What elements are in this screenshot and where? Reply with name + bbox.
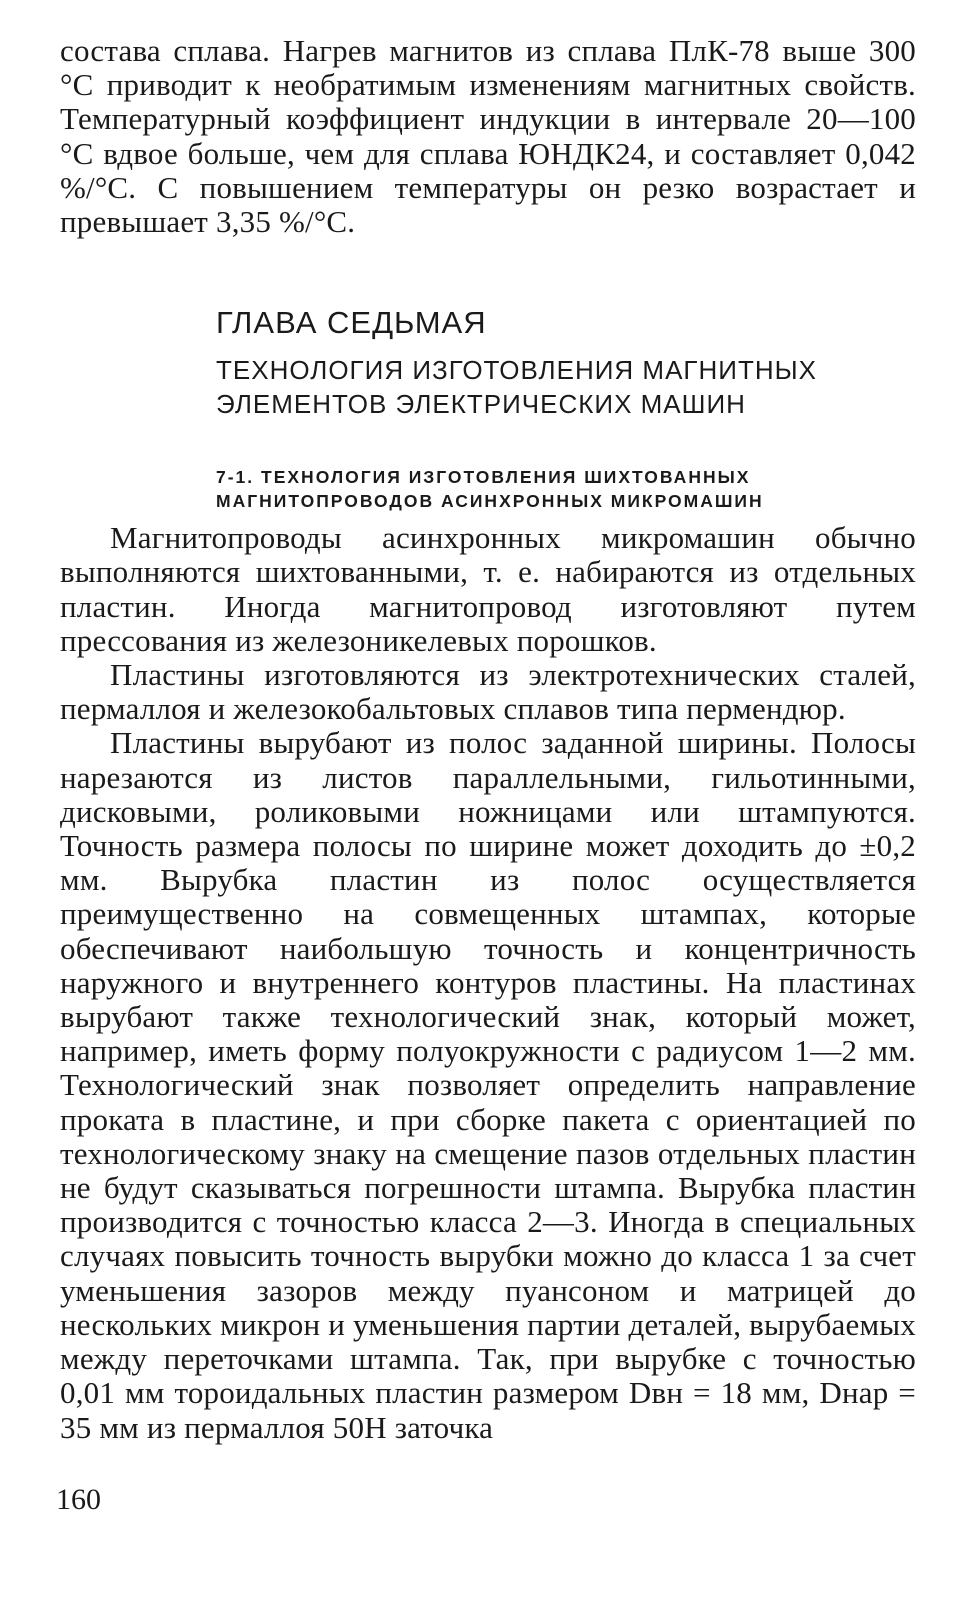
section-heading (216, 465, 916, 513)
body-paragraph-3: Пластины вырубают из полос заданной ширины. Полосы нарезаются из листов параллельными, гильотинными, дисковыми, роликовыми ножницами или штампуются. Точность размера полосы по ширине может доходить до ±0,2 мм. Вырубка пластин из полос осуществляется преимущественно на совмещенных штампах, которые обеспечивают наибольшую точность и концентричность наружного и внутреннего контуров пластины. На пластинах вырубают также технологический знак, который может, например, иметь форму полуокружности с радиусом 1—2 мм. Технологический знак позволяет определить направление проката в пластине, и при сборке пакета с ориентацией по технологическому знаку на смещение пазов отдельных пластин не будут сказываться погрешности штампа. Вырубка пластин производится с точностью класса 2—3. Иногда в специальных случаях повысить точность вырубки можно до класса 1 за счет уменьшения зазоров между пуансоном и матрицей до нескольких микрон и уменьшения партии деталей, вырубаемых между переточками штампа. Так, при вырубке с точностью 0,01 мм тороидальных пластин размером Dвн = 18 мм, Dнар = 35 мм из пермаллоя 50Н заточка (60, 725, 916, 1445)
document-page (60, 34, 916, 1445)
body-paragraph-2: Пластины изготовляются из электротехнических сталей, пермаллоя и железокобальтовых сплавов типа пермендюр. (60, 657, 916, 727)
chapter-title-line-1: ТЕХНОЛОГИЯ ИЗГОТОВЛЕНИЯ МАГНИТНЫХ (216, 355, 817, 386)
chapter-title (216, 353, 916, 421)
chapter-label: ГЛАВА СЕДЬМАЯ (216, 305, 487, 341)
section-heading-line-2: МАГНИТОПРОВОДОВ АСИНХРОННЫХ МИКРОМАШИН (216, 491, 764, 512)
top-paragraph: состава сплава. Нагрев магнитов из сплава ПлК-78 выше 300 °С приводит к необратимым изменениям магнитных свойств. Температурный коэффициент индукции в интервале 20—100 °С вдвое больше, чем для сплава ЮНДК24, и составляет 0,042 %/°С. С повышением температуры он резко возрастает и превышает 3,35 %/°С. (60, 33, 916, 240)
page-number: 160 (56, 1483, 101, 1516)
chapter-header (216, 305, 916, 421)
body-paragraph-1: Магнитопроводы асинхронных микромашин обычно выполняются шихтованными, т. е. набираются из отдельных пластин. Иногда магнитопровод изготовляют путем прессования из железоникелевых порошков. (60, 520, 916, 658)
section-body (60, 521, 916, 1444)
chapter-title-line-2: ЭЛЕМЕНТОВ ЭЛЕКТРИЧЕСКИХ МАШИН (216, 389, 746, 420)
section-heading-line-1: 7-1. ТЕХНОЛОГИЯ ИЗГОТОВЛЕНИЯ ШИХТОВАННЫХ (216, 467, 751, 488)
